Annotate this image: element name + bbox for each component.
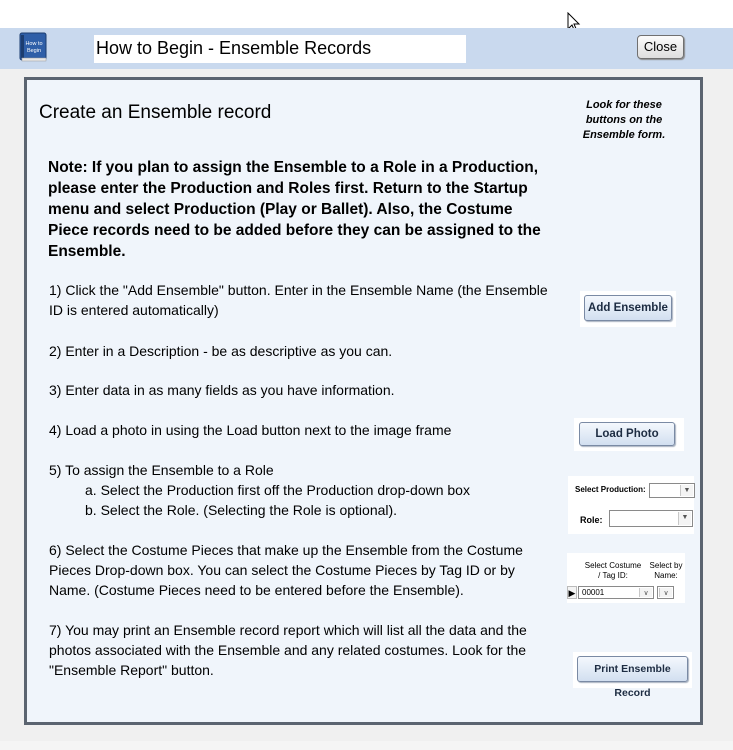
logo-text-2: Begin xyxy=(26,48,42,54)
role-dropdown[interactable] xyxy=(609,510,693,527)
select-production-label: Select Production: xyxy=(575,485,646,494)
chevron-down-icon: ▼ xyxy=(680,485,693,496)
close-button[interactable]: Close xyxy=(637,35,684,59)
add-ensemble-frame xyxy=(580,291,676,327)
step-5-text: 5) To assign the Ensemble to a Role xyxy=(49,462,274,478)
step-2: 2) Enter in a Description - be as descriptive as you can. xyxy=(49,343,393,359)
production-dropdown[interactable] xyxy=(649,483,695,498)
select-costume-header xyxy=(580,561,646,581)
step-6: 6) Select the Costume Pieces that make up the Ensemble from the Costume Pieces Drop-down box. You can select the Costume Pieces by Tag ID or by Name. (Costume Pieces need to be entered before the Ensemble). xyxy=(49,542,523,598)
step-5b-text: b. Select the Role. (Selecting the Role is optional). xyxy=(85,502,398,518)
add-ensemble-button[interactable]: Add Ensemble xyxy=(584,295,672,321)
costume-tag-value: 00001 xyxy=(582,588,605,597)
book-icon xyxy=(17,32,49,62)
step-4: 4) Load a photo in using the Load button next to the image frame xyxy=(49,422,452,438)
chevron-down-icon: ∨ xyxy=(639,588,652,597)
window-title: How to Begin - Ensemble Records xyxy=(94,35,466,63)
bottom-strip xyxy=(0,741,733,750)
print-ensemble-record-button[interactable]: Print Ensemble Record xyxy=(577,656,688,682)
select-by-name-header xyxy=(645,561,687,581)
step-5a-text: a. Select the Production first off the Production drop-down box xyxy=(85,482,470,498)
load-photo-frame xyxy=(574,418,684,451)
costume-pieces-frame xyxy=(567,553,685,603)
role-label: Role: xyxy=(580,515,603,525)
record-selector-icon: ▶ xyxy=(568,588,576,598)
name-header-line-1: Select by xyxy=(649,561,683,570)
chevron-down-icon: ∨ xyxy=(659,588,672,597)
chevron-down-icon: ▼ xyxy=(678,512,691,525)
load-photo-button[interactable]: Load Photo xyxy=(579,422,675,446)
costume-tag-dropdown[interactable] xyxy=(578,586,654,599)
step-5 xyxy=(49,460,549,520)
instructions-panel xyxy=(24,77,703,725)
top-strip xyxy=(0,0,733,28)
step-7: 7) You may print an Ensemble record report which will list all the data and the photos associated with the Ensemble and any related costumes. Look for the "Ensemble Report" button. xyxy=(49,622,527,678)
costume-name-dropdown[interactable] xyxy=(657,586,674,599)
print-record-frame xyxy=(573,652,692,699)
logo-text-1: How to xyxy=(25,41,43,47)
name-header-line-2: Name: xyxy=(654,571,678,580)
costume-header-line-1: Select Costume xyxy=(584,561,642,570)
title-bar xyxy=(0,28,733,69)
note-text: Note: If you plan to assign the Ensemble to a Role in a Production, please enter the Production and Roles first. Return to the Startup menu and select Production (Play or Ballet). Also, the Costume Piece records need to be added before they can be assigned to the Ensemble. xyxy=(48,159,541,260)
panel-heading: Create an Ensemble record xyxy=(39,102,272,123)
step-3: 3) Enter data in as many fields as you have information. xyxy=(49,382,395,398)
step-1: 1) Click the "Add Ensemble" button. Enter in the Ensemble Name (the Ensemble ID is entered automatically) xyxy=(49,282,548,318)
production-role-frame xyxy=(568,476,694,534)
look-for-hint: Look for these buttons on the Ensemble form. xyxy=(582,99,666,141)
costume-header-line-2: / Tag ID: xyxy=(598,571,628,580)
